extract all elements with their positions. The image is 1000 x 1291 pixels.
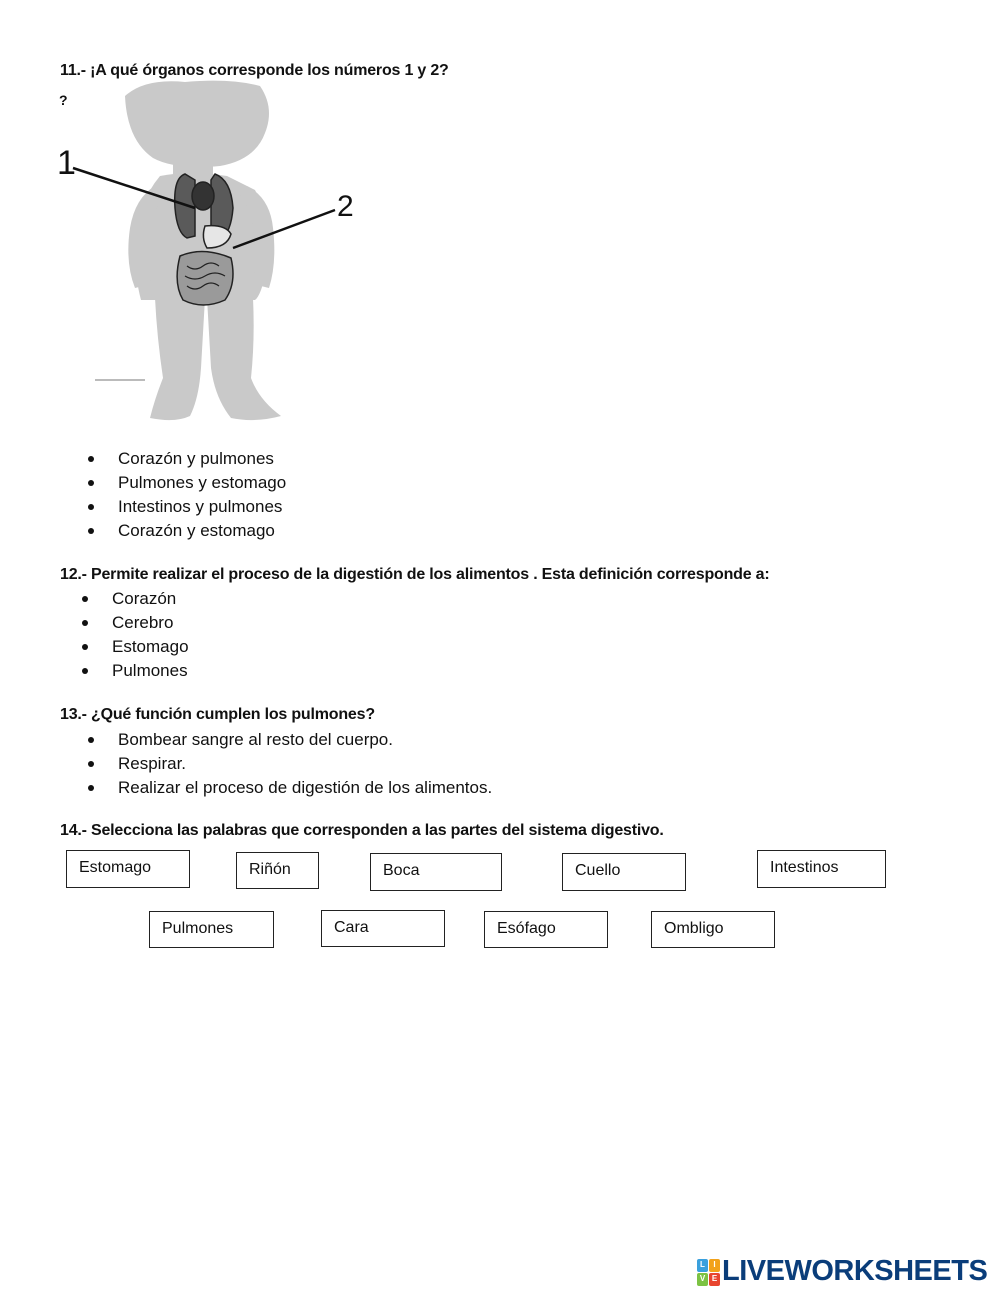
- question-13-title: 13.- ¿Qué función cumplen los pulmones?: [60, 706, 375, 723]
- word-box-ombligo[interactable]: Ombligo: [651, 911, 775, 948]
- human-body-figure: [55, 78, 365, 428]
- question-12-options: [82, 587, 189, 683]
- word-box-cara[interactable]: Cara: [321, 910, 445, 947]
- option-item: Intestinos y pulmones: [88, 495, 286, 519]
- logo-letter: L: [697, 1259, 708, 1272]
- word-box-estomago[interactable]: Estomago: [66, 850, 190, 888]
- word-box-intestinos[interactable]: Intestinos: [757, 850, 886, 888]
- figure-label-2: 2: [337, 190, 354, 223]
- question-14-title: 14.- Selecciona las palabras que corresponden a las partes del sistema digestivo.: [60, 822, 664, 839]
- option-item: Corazón y estomago: [88, 519, 286, 543]
- word-box-rinon[interactable]: Riñón: [236, 852, 319, 889]
- question-11-options: [88, 447, 286, 543]
- question-11-title: 11.- ¡A qué órganos corresponde los números 1 y 2?: [60, 62, 449, 79]
- word-box-pulmones[interactable]: Pulmones: [149, 911, 274, 948]
- option-item: Pulmones: [82, 659, 189, 683]
- figure-label-1: 1: [57, 144, 76, 182]
- option-item: Estomago: [82, 635, 189, 659]
- option-item: Pulmones y estomago: [88, 471, 286, 495]
- logo-letter: V: [697, 1273, 708, 1286]
- question-12-title: 12.- Permite realizar el proceso de la digestión de los alimentos . Esta definición corresponde a:: [60, 566, 770, 583]
- logo-letter: E: [709, 1273, 720, 1286]
- option-item: Respirar.: [88, 752, 492, 776]
- option-item: Cerebro: [82, 611, 189, 635]
- word-box-cuello[interactable]: Cuello: [562, 853, 686, 891]
- word-box-esofago[interactable]: Esófago: [484, 911, 608, 948]
- option-item: Corazón: [82, 587, 189, 611]
- option-item: Bombear sangre al resto del cuerpo.: [88, 728, 492, 752]
- question-13-options: [88, 728, 492, 800]
- word-box-boca[interactable]: Boca: [370, 853, 502, 891]
- question-mark: ?: [59, 92, 68, 108]
- logo-mark-icon: [697, 1259, 719, 1285]
- liveworksheets-logo: [697, 1255, 987, 1288]
- option-item: Corazón y pulmones: [88, 447, 286, 471]
- option-item: Realizar el proceso de digestión de los alimentos.: [88, 776, 492, 800]
- logo-text: LIVEWORKSHEETS: [722, 1255, 988, 1287]
- logo-letter: I: [709, 1259, 720, 1272]
